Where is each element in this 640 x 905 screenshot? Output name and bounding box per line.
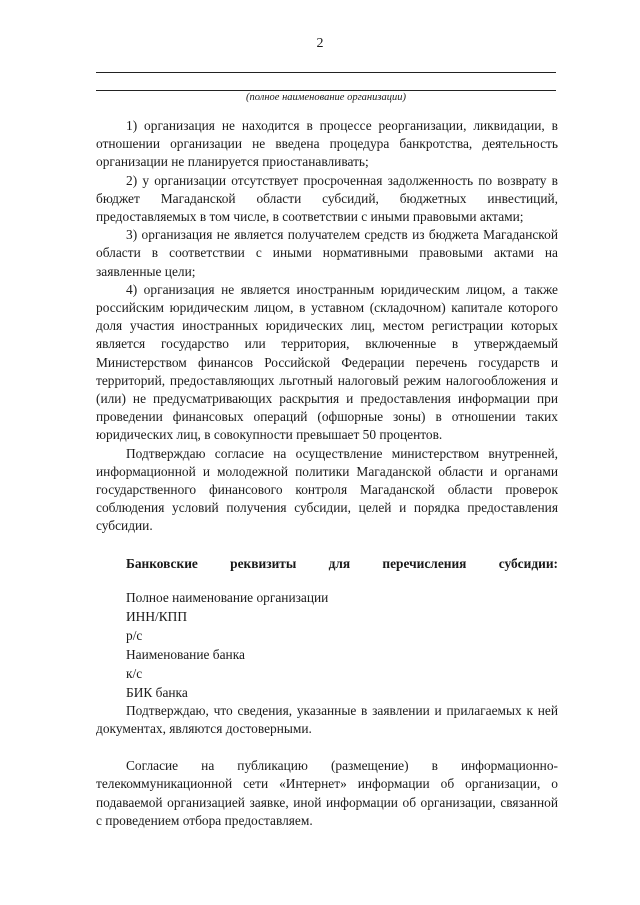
condition-item-3: 3) организация не является получателем средств из бюджета Магаданской области в соответствии с иными нормативными правовыми актами на заявленные цели; (96, 227, 558, 279)
document-body (96, 117, 558, 830)
organization-name-line (96, 72, 556, 73)
condition-item-2: 2) у организации отсутствует просроченная задолженность по возврату в бюджет Магаданской области субсидий, бюджетных инвестиций, предоставляемых в том числе, в соответствии с иными правовыми актами; (96, 172, 558, 225)
bank-details-heading: Банковские реквизиты для перечисления субсидии: (126, 555, 558, 571)
organization-name-line-2 (96, 90, 556, 91)
accuracy-confirmation-paragraph: Подтверждаю, что сведения, указанные в заявлении и прилагаемых к ней документах, являются достоверными. (96, 702, 558, 737)
publication-consent-paragraph: Согласие на публикацию (размещение) в информационно-телекоммуникационной сети «Интернет» информации об организации, о подаваемой организацией заявке, иной информации об организации, связанной с проведением отбора предоставляем. (96, 758, 558, 828)
bank-field-correspondent-account: к/с (126, 665, 143, 681)
bank-field-inn-kpp: ИНН/КПП (126, 608, 188, 624)
bank-field-bank-name: Наименование банка (126, 646, 245, 662)
bank-details-list (96, 588, 558, 702)
bank-field-bik: БИК банка (126, 684, 188, 700)
inspection-consent-paragraph: Подтверждаю согласие на осуществление министерством внутренней, информационной и молодежной политики Магаданской области и органами государственного финансового контроля Магаданской области проверок соблюдения условий получения субсидии, целей и порядка предоставления субсидии. (96, 445, 558, 534)
condition-item-1: 1) организация не находится в процессе реорганизации, ликвидации, в отношении организации не введена процедура банкротства, деятельность организации не планируется приостанавливать; (96, 118, 558, 170)
organization-name-caption: (полное наименование организации) (246, 92, 406, 103)
bank-field-organization-name: Полное наименование организации (126, 589, 329, 605)
condition-item-4: 4) организация не является иностранным юридическим лицом, а также российским юридическим лицом, в уставном (складочном) капитале которого доля участия иностранных юридических лиц, местом регистрации которых является государство или территория, включенные в утверждаемый Министерством финансов Российской Федерации перечень государств и территорий, предоставляющих льготный налоговый режим налогообложения и (или) не предусматривающих раскрытия и предоставления информации при проведении финансовых операций (офшорные зоны) в отношении таких юридических лиц, в совокупности превышает 50 процентов. (96, 281, 558, 443)
bank-field-account: р/с (126, 627, 143, 643)
page-number: 2 (316, 36, 324, 51)
